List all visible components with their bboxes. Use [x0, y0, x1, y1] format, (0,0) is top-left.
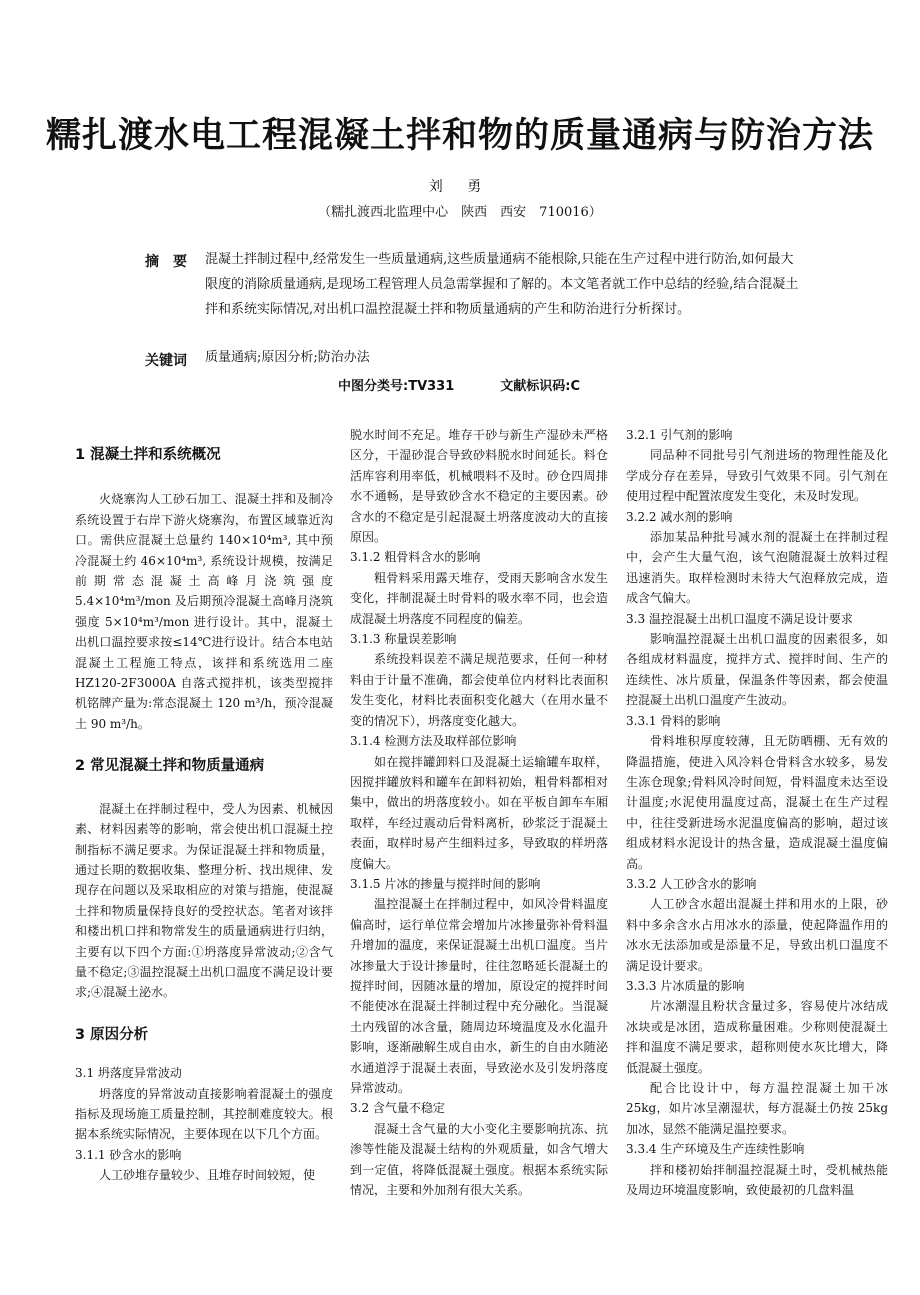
paragraph: 影响温控混凝土出机口温度的因素很多，如各组成材料温度，搅拌方式、搅拌时间、生产的连续性、冰片质量，保温条件等因素，都会使温控混凝土出机口温度产生波动。 [626, 632, 888, 708]
author: 刘 勇 [428, 179, 492, 195]
subsection-heading: 3.1.3 称量误差影响 [350, 632, 457, 647]
paragraph: 混凝土在拌制过程中，受人为因素、机械因素、材料因素等的影响，常会使出机口混凝土控制指标不满足要求。为保证混凝土拌和物质量，通过长期的数据收集、整理分析、找出规律、发现存在问题以及采取相应的对策与措施，使混凝土拌和物质量保持良好的受控状态。笔者对该拌和楼出机口拌和物常发生的质量通病进行归纳，主要有以下四个方面:①坍落度异常波动;②含气量不稳定;③温控混凝土出机口温度不满足设计要求;④混凝土泌水。 [75, 801, 333, 1000]
abstract-label: 摘要 [145, 254, 201, 270]
subsection-heading: 3.1 坍落度异常波动 [75, 1066, 182, 1081]
paragraph: 粗骨料采用露天堆存，受雨天影响含水发生变化，拌制混凝土时骨料的吸水率不同，也会造成混凝土坍落度不同程度的偏差。 [350, 570, 608, 626]
subsection-heading: 3.2.1 引气剂的影响 [626, 428, 733, 442]
paragraph: 人工砂含水超出混凝土拌和用水的上限，砂料中多余含水占用冰水的添量，使起降温作用的冰水无法添加或是添量不足，导致出机口温度不满足设计要求。 [626, 897, 888, 973]
abstract-text: 混凝土拌制过程中,经常发生一些质量通病,这些质量通病不能根除,只能在生产过程中进行防治,如何最大限度的消除质量通病,是现场工程管理人员急需掌握和了解的。本文笔者就工作中总结的经验,结合混凝土拌和系统实际情况,对出机口温控混凝土拌和物质量通病的产生和防治进行分析探讨。 [205, 252, 799, 317]
subsection-heading: 3.1.1 砂含水的影响 [75, 1147, 182, 1162]
subsection-heading: 3.3.2 人工砂含水的影响 [626, 876, 757, 891]
section-heading: 2 常见混凝土拌和物质量通病 [75, 758, 265, 775]
paragraph: 骨料堆积厚度较薄，且无防晒棚、无有效的降温措施，使进入风冷料仓骨料含水较多，易发生冻仓现象;骨料风冷时间短，骨料温度未达至设计温度;水泥使用温度过高，混凝土在生产过程中，往往受新进场水泥温度偏高的影响，超过该组成材料水泥设计的热含量，造成混凝土温度偏高。 [626, 734, 888, 871]
column-1 [75, 425, 333, 1186]
subsection-heading: 3.1.4 检测方法及取样部位影响 [350, 734, 517, 749]
subsection-heading: 3.1.5 片冰的掺量与搅拌时间的影响 [350, 876, 541, 891]
paragraph: 系统投料误差不满足规范要求，任何一种材料由于计量不准确，都会使单位内材料比表面积发生变化，材料比表面积变化越大（在用水量不变的情况下），坍落度变化越大。 [350, 652, 608, 728]
affiliation: （糯扎渡西北监理中心 陕西 西安 710016） [318, 205, 602, 220]
paragraph: 如在搅拌罐卸料口及混凝土运输罐车取样，因搅拌罐放料和罐车在卸料初始，粗骨料都相对集中，做出的坍落度较小。如在平板自卸车车厢取样，车经过震动后骨料离析，砂浆泛于混凝土表面，取样时易产生细料过多，导致取的样坍落度偏大。 [350, 754, 608, 871]
subsection-heading: 3.1.2 粗骨料含水的影响 [350, 550, 481, 565]
keywords-label: 关键词 [145, 353, 187, 369]
paragraph: 混凝土含气量的大小变化主要影响抗冻、抗渗等性能及混凝土结构的外观质量，如含气增大到一定值，将降低混凝土强度。根据本系统实际情况，主要和外加剂有很大关系。 [350, 1121, 608, 1198]
subsection-heading: 3.3.3 片冰质量的影响 [626, 978, 745, 993]
clc-number: 中图分类号:TV331 [338, 379, 455, 394]
subsection-heading: 3.3.1 骨料的影响 [626, 713, 721, 728]
subsection-heading: 3.2 含气量不稳定 [350, 1101, 445, 1116]
paragraph: 添加某品种批号减水剂的混凝土在拌制过程中，会产生大量气泡，该气泡随混凝土放料过程迅速消失。取样检测时未待大气泡释放完成，造成含气偏大。 [626, 530, 888, 606]
paragraph: 坍落度的异常波动直接影响着混凝土的强度指标及现场施工质量控制，其控制难度较大。根据本系统实际情况，主要体现在以下几个方面。 [75, 1086, 333, 1142]
column-2 [350, 425, 608, 1200]
column-3 [626, 425, 888, 1200]
paragraph: 火烧寨沟人工砂石加工、混凝土拌和及制冷系统设置于右岸下游火烧寨沟，布置区域靠近沟口。需供应混凝土总量约 140×10⁴m³, 其中预冷混凝土约 46×10⁴m³, 系统设计规模，按满足前期常态混凝土高峰月浇筑强度 5.4×10⁴m³/mon 及后期预冷混凝土高峰月浇筑强度 5×10⁴m³/mon 进行设计。其中，混凝土出机口温控要求按≤14℃进行设计。结合本电站混凝土工程施工特点，该拌和系统选用二座 HZ120-2F3000A 自落式搅拌机，该类型搅拌机铭牌产量为:常态混凝土 120 m³/h，预冷混凝土 90 m³/h。 [75, 492, 333, 731]
classification-line [338, 375, 580, 394]
paper-title: 糯扎渡水电工程混凝土拌和物的质量通病与防治方法 [45, 116, 874, 156]
section-heading: 1 混凝土拌和系统概况 [75, 447, 221, 463]
paragraph: 温控混凝土在拌制过程中，如风冷骨料温度偏高时，运行单位常会增加片冰掺量弥补骨料温升增加的温度，来保证混凝土出机口温度。当片冰掺量大于设计掺量时，往往忽略延长混凝土的搅拌时间，因随冰量的增加，原设定的搅拌时间不能使冰在混凝土拌制过程中充分融化。当混凝土内残留的冰含量，随周边环境温度及水化温升影响，逐渐融解生成自由水，新生的自由水随泌水通道浮于混凝土表面，导致泌水及引发坍落度异常波动。 [350, 897, 608, 1095]
paragraph: 拌和楼初始拌制温控混凝土时，受机械热能及周边环境温度影响，致使最初的几盘料温 [626, 1162, 888, 1198]
paragraph: 配合比设计中，每方温控混凝土加干冰 25kg，如片冰呈潮湿状，每方混凝土仍按 25kg 加冰，显然不能满足温控要求。 [626, 1081, 888, 1136]
subsection-heading: 3.3 温控混凝土出机口温度不满足设计要求 [626, 611, 853, 626]
paragraph: 脱水时间不充足。堆存干砂与新生产湿砂未严格区分，干湿砂混合导致砂料脱水时间延长。料仓活库容利用率低，机械喂料不及时。砂仓四周排水不通畅，是导致砂含水不稳定的主要因素。砂含水的不稳定是引起混凝土坍落度波动大的直接原因。 [350, 428, 608, 545]
keywords-text: 质量通病;原因分析;防治办法 [205, 350, 370, 365]
paragraph: 同品种不同批号引气剂进场的物理性能及化学成分存在差异，导致引气效果不同。引气剂在使用过程中配置浓度发生变化，未及时发现。 [626, 448, 888, 504]
section-heading: 3 原因分析 [75, 1026, 149, 1043]
subsection-heading: 3.2.2 减水剂的影响 [626, 509, 733, 524]
paragraph: 片冰潮湿且粉状含量过多，容易使片冰结成冰块或是冰团，造成称量困难。少称则使混凝土拌和温度不满足要求，超称则使水灰比增大，降低混凝土强度。 [626, 999, 888, 1075]
document-code: 文献标识码:C [500, 379, 581, 394]
subsection-heading: 3.3.4 生产环境及生产连续性影响 [626, 1142, 805, 1157]
paragraph: 人工砂堆存量较少、且堆存时间较短，使 [99, 1168, 316, 1183]
